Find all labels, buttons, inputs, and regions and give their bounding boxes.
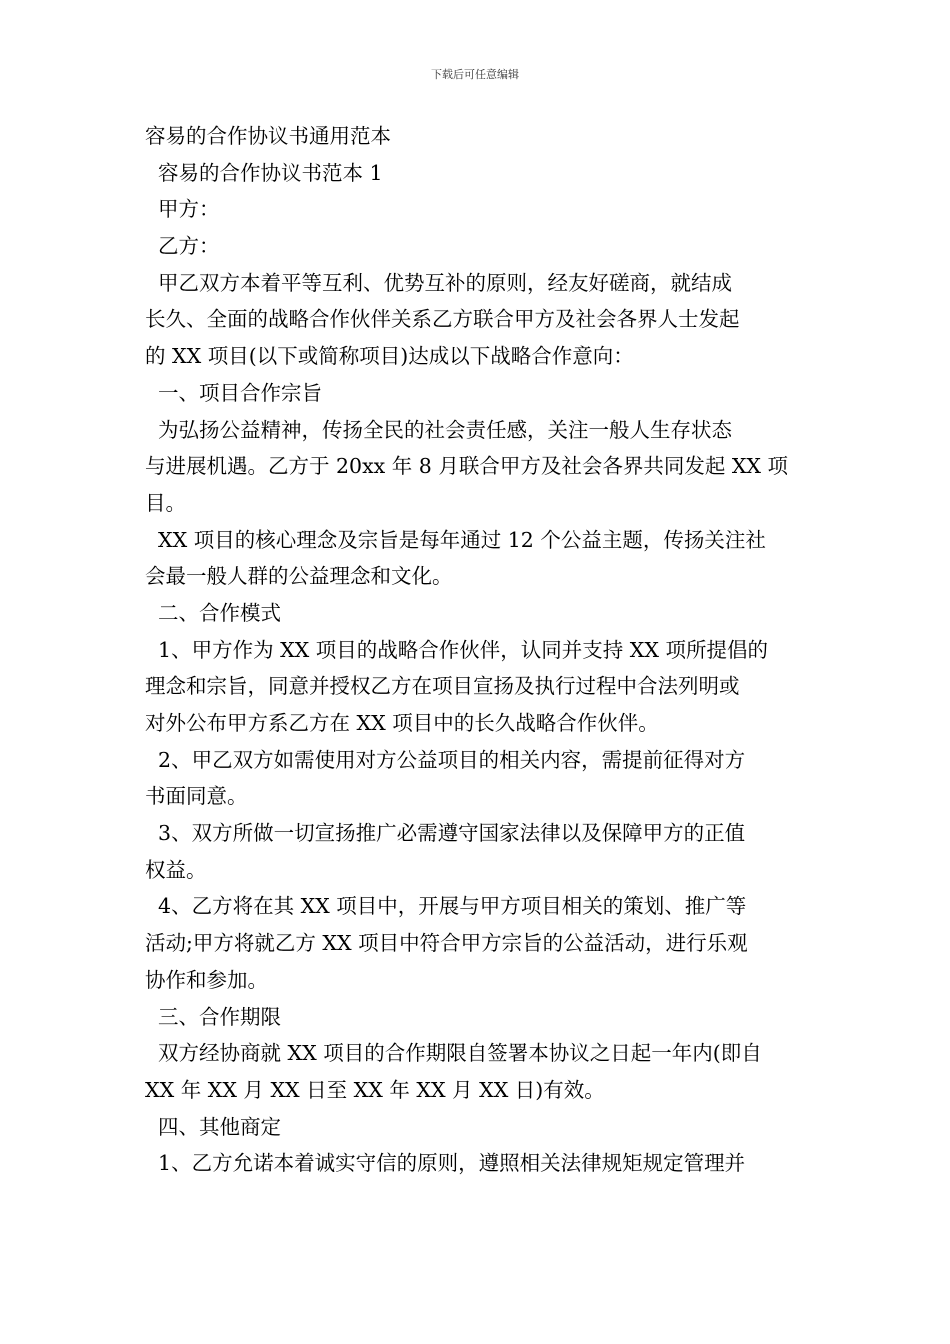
text-line: 会最一般人群的公益理念和文化。 — [145, 564, 453, 589]
document-title: 容易的合作协议书通用范本 — [145, 124, 391, 148]
text-line: 书面同意。 — [145, 784, 248, 809]
text-line: 1、甲方作为 XX 项目的战略合作伙伴，认同并支持 XX 项所提倡的 — [145, 637, 769, 662]
text-line: 对外公布甲方系乙方在 XX 项目中的长久战略合作伙伴。 — [145, 711, 659, 735]
text-line: 1、乙方允诺本着诚实守信的原则，遵照相关法律规矩规定管理并 — [145, 1151, 746, 1176]
text-line: 与进展机遇。乙方于 20xx 年 8 月联合甲方及社会各界共同发起 XX 项 — [145, 454, 789, 479]
text-line: 目。 — [145, 490, 186, 515]
text-line: 容易的合作协议书范本 1 — [145, 160, 383, 185]
document-body — [145, 118, 810, 1182]
text-line: 三、合作期限 — [145, 1004, 282, 1029]
text-line: 长久、全面的战略合作伙伴关系乙方联合甲方及社会各界人士发起 — [145, 307, 740, 332]
text-line: 一、项目合作宗旨 — [145, 380, 323, 405]
text-line: 四、其他商定 — [145, 1114, 282, 1139]
text-line: 权益。 — [145, 857, 207, 882]
text-line: 乙方： — [145, 234, 220, 259]
text-line: XX 项目的核心理念及宗旨是每年通过 12 个公益主题，传扬关注社 — [145, 527, 766, 552]
text-line: XX 年 XX 月 XX 日至 XX 年 XX 月 XX 日)有效。 — [145, 1077, 605, 1102]
text-line: 2、甲乙双方如需使用对方公益项目的相关内容，需提前征得对方 — [145, 747, 746, 772]
text-line: 双方经协商就 XX 项目的合作期限自签署本协议之日起一年内(即自 — [145, 1041, 762, 1066]
text-line: 活动;甲方将就乙方 XX 项目中符合甲方宗旨的公益活动，进行乐观 — [145, 931, 748, 956]
text-line: 理念和宗旨，同意并授权乙方在项目宣扬及执行过程中合法列明或 — [145, 674, 740, 699]
text-line: 为弘扬公益精神，传扬全民的社会责任感，关注一般人生存状态 — [145, 417, 733, 442]
text-line: 二、合作模式 — [145, 600, 282, 625]
text-line: 4、乙方将在其 XX 项目中，开展与甲方项目相关的策划、推广等 — [145, 894, 747, 919]
header-note: 下载后可任意编辑 — [431, 68, 519, 81]
text-line: 的 XX 项目(以下或简称项目)达成以下战略合作意向： — [145, 344, 634, 369]
text-line: 3、双方所做一切宣扬推广必需遵守国家法律以及保障甲方的正值 — [145, 821, 746, 846]
text-line: 协作和参加。 — [145, 967, 268, 992]
text-line: 甲乙双方本着平等互利、优势互补的原则，经友好磋商，就结成 — [145, 270, 733, 295]
text-line: 甲方： — [145, 197, 220, 222]
